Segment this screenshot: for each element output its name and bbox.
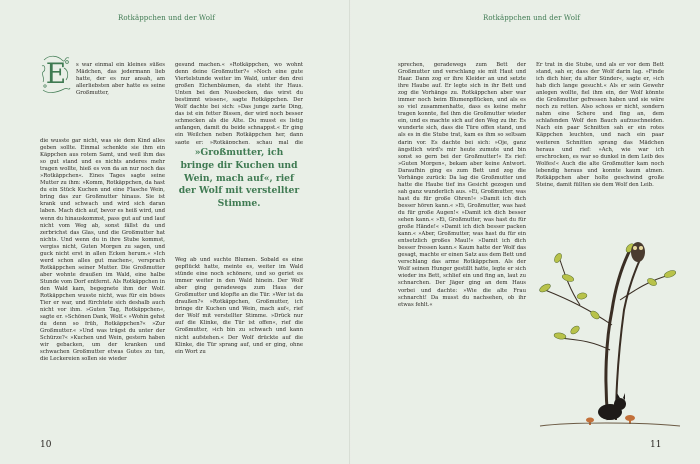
column-4: Er trat in die Stube, und als er vor dem Bett stand, sah er, dass der Wolf darin lag. »Finde ich dich hier, du alter Sünder«, sagte er, »ich hab dich lange gesucht.« Als er sein Gewehr anlegen wollte, fiel ihm ein, der Wolf könnte die Großmutter gefressen haben und sie wäre noch zu retten. Also schoss er nicht, sondern nahm eine Schere und fing an, dem schlafenden Wolf den Bauch aufzuschneiden. Nach ein paar Schnitten sah er ein rotes Käppchen leuchten, und nach ein paar weiteren Schnitten sprang das Mädchen heraus und rief: »Ach, wie war ich erschrocken, es war so dunkel in dem Leib des Wolfes!« Auch die alte Großmutter kam noch lebendig heraus und konnte kaum atmen. Rotkäppchen aber holte geschwind große Steine, damit füllten sie dem Wolf den Leib. [536,62,664,188]
column-1-top: s war einmal ein kleines süßes Mädchen, das jedermann lieb hatte, der es nur ansah, am allerliebsten aber hatte es seine Großmutter, [76,62,165,97]
pull-quote: »Großmutter, ich bringe dir Kuchen und Wein, mach auf«, rief der Wolf mit verstellter Stimme. [178,147,300,210]
running-head-right: Rotkäppchen und der Wolf [483,14,581,22]
drop-cap-letter: E [45,57,67,90]
column-1: die wusste gar nicht, was sie dem Kind alles geben sollte. Einmal schenkte sie ihm ein Käppchen aus rotem Samt, und weil ihm das so gut stand und es nichts anderes mehr tragen wollte, hieß es von da an nur noch das »Rotkäppchen«. Eines Tages sagte seine Mutter zu ihm: »Komm, Rotkäppchen, da hast du ein Stück Kuchen und eine Flasche Wein, bring das zur Großmutter hinaus. Sie ist krank und schwach und wird sich daran laben. Mach dich auf, bevor es heiß wird, und wenn du hinauskommst, pass gut auf und lauf nicht vom Weg ab, sonst fällst du und zerbrichst das Glas, und die Großmutter hat nichts. Und wenn du in ihre Stube kommst, vergiss nicht, Guten Morgen zu sagen, und guck nicht erst in allen Ecken herum.« »Ich werd schon alles gut machen«, versprach Rotkäppchen seiner Mutter. Die Großmutter aber wohnte draußen im Wald, eine halbe Stunde vom Dorf entfernt. Als Rotkäppchen in den Wald kam, begegnete ihm der Wolf. Rotkäppchen wusste nicht, was für ein böses Tier er war, und fürchtete sich deshalb auch nicht vor ihm. »Guten Tag, Rotkäppchen«, sagte er. »Schönen Dank, Wolf.« »Wohin gehst du denn so früh, Rotkäppchen?« »Zur Großmutter.« »Und was trägst du unter der Schürze?« »Kuchen und Wein, gestern haben wir gebacken, um der kranken und schwachen Großmutter etwas Gutes zu tun, die Leckereien sollen sie wieder [40,138,165,363]
running-head-left: Rotkäppchen und der Wolf [118,14,216,22]
owl-figure [631,242,645,262]
cat-figure [598,393,626,420]
page-number-left: 10 [40,440,52,450]
tree-leaves [538,242,676,340]
column-2-bottom: Weg ab und suchte Blumen. Sobald es eine gepflückt hatte, meinte es, weiter im Wald stünde eine noch schönere, und so geriet es immer weiter in den Wald hinein. Der Wolf aber ging geradewegs zum Haus der Großmutter und klopfte an die Tür. »Wer ist da draußen?« »Rotkäppchen, Großmutter, ich bringe dir Kuchen und Wein, mach auf«, rief der Wolf mit verstellter Stimme. »Drück nur auf die Klinke, die Tür ist offen«, rief die Großmutter, »ich bin zu schwach und kann nicht aufstehen.« Der Wolf drückte auf die Klinke, die Tür sprang auf, und er ging, ohne ein Wort zu [175,257,303,355]
column-2-top: gesund machen.« »Rotkäppchen, wo wohnt denn deine Großmutter?« »Noch eine gute Viertelstunde weiter im Wald, unter den drei großen Eichenbäumen, da steht ihr Haus. Unten bei den Nussbecken, das wirst du bestimmt wissen«, sagte Rotkäppchen. Der Wolf dachte bei sich: »Das junge zarte Ding, das ist ein fetter Bissen, der wird noch besser schmecken als die Alte. Du musst es listig anfangen, damit du beide schnappst.« Er ging ein Weilchen neben Rotkäppchen her, dann sagte er: »Rotkäppchen, schau mal die [175,62,303,144]
gutter [349,0,351,464]
column-3: sprechen, geradewegs zum Bett der Großmutter und verschlang sie mit Haut und Haar. Dann zog er ihre Kleider an und setzte ihre Haube auf. Er legte sich in ihr Bett und zog die Vorhänge zu. Rotkäppchen aber war immer noch beim Blumenpflücken, und als es so viel zusammenhatte, dass es keine mehr tragen konnte, fiel ihm die Großmutter wieder ein, und es machte sich auf den Weg zu ihr. Es wunderte sich, dass die Türe offen stand, und als es in die Stube trat, kam es ihm so seltsam darin vor. Es dachte bei sich: »Oje, ganz ängstlich wird's mir heute zumute und bin sonst so gern bei der Großmutter!« Es rief: »Guten Morgen«, bekam aber keine Antwort. Daraufhin ging es zum Bett und zog die Vorhänge zurück: Da lag die Großmutter und hatte die Haube tief ins Gesicht gezogen und sah ganz wunderlich aus. »Ei, Großmutter, was hast du für große Ohren!« »Damit ich dich besser hören kann.« »Ei, Großmutter, was hast du für große Augen!« »Damit ich dich besser sehen kann.« »Ei, Großmutter, was hast du für große Hände!« »Damit ich dich besser packen kann.« »Aber, Großmutter, was hast du für ein entsetzlich großes Maul!« »Damit ich dich besser fressen kann.« Kaum hatte der Wolf das gesagt, machte er einen Satz aus dem Bett und verschlang das arme Rotkäppchen. Als der Wolf seinen Hunger gestillt hatte, legte er sich wieder ins Bett, schlief ein und fing an, laut zu schnarchen. Der Jäger ging an dem Haus vorbei und dachte: »Wie die alte Frau schnarcht! Da musst du nachsehen, ob ihr etwas fehlt.« [398,62,526,308]
page-number-right: 11 [650,440,662,450]
tree-illustration [520,230,690,430]
drop-cap-ornament [40,52,72,96]
